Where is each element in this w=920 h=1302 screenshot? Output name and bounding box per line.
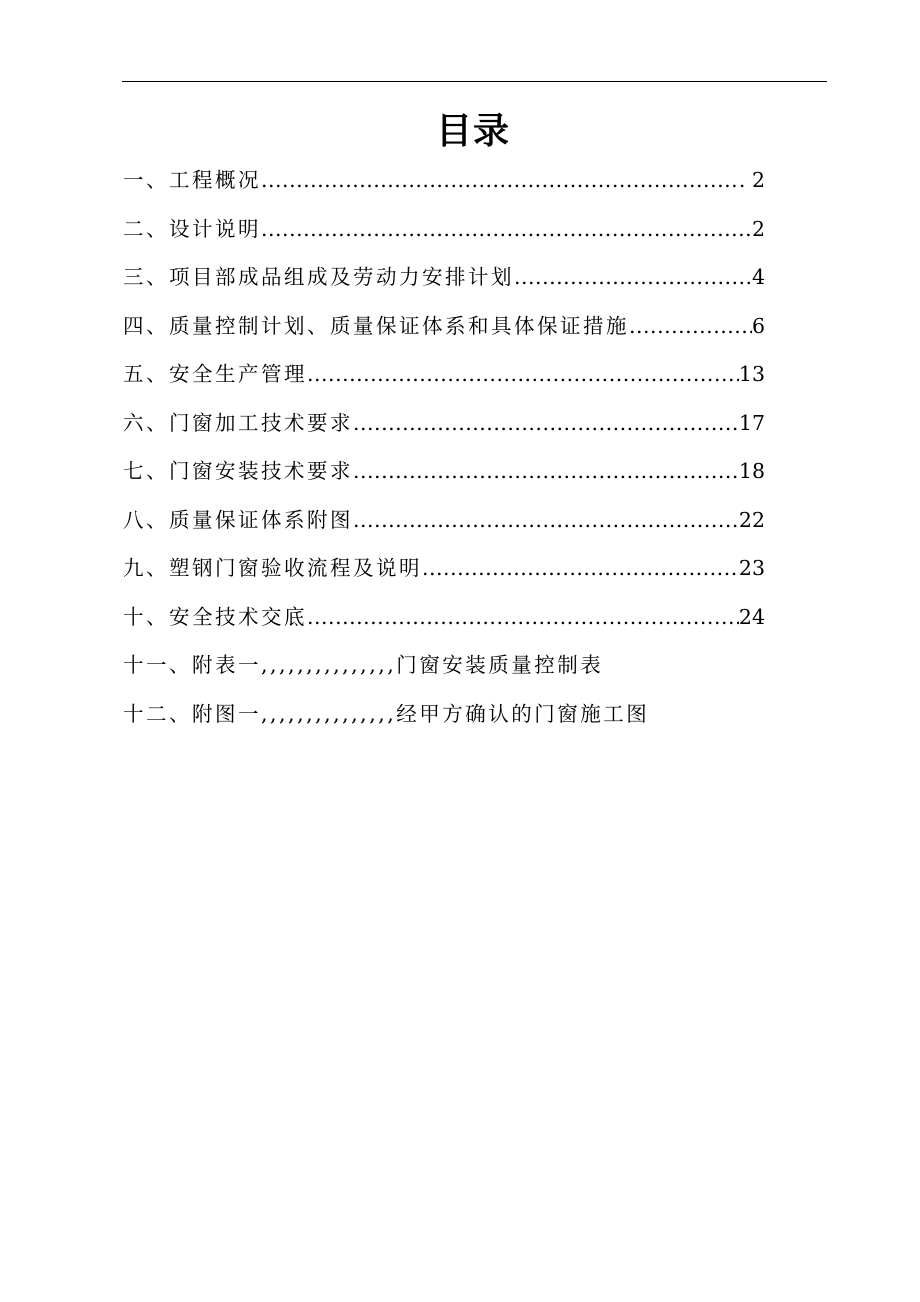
toc-entry-label: 十、安全技术交底 [123, 604, 307, 629]
toc-entry-page: 18 [738, 459, 765, 483]
toc-entry[interactable] [123, 593, 765, 642]
toc-entry-label: 一、工程概况 [123, 168, 261, 192]
toc-entry[interactable] [123, 302, 765, 351]
toc-entry-page: 2 [751, 216, 765, 241]
toc-leader [629, 302, 752, 351]
toc-appendix-entry[interactable] [123, 641, 765, 690]
toc-entry[interactable] [123, 447, 765, 496]
toc-title: 目录 [435, 111, 510, 152]
toc-entry-label: 八、质量保证体系附图 [123, 507, 353, 532]
toc-entry-page: 24 [738, 604, 765, 629]
toc-leader [514, 253, 752, 302]
toc-leader [261, 205, 752, 254]
toc-entry[interactable] [123, 350, 765, 399]
toc-entry-label: 三、项目部成品组成及劳动力安排计划 [123, 265, 514, 289]
toc-entry[interactable] [123, 205, 765, 254]
toc-entry[interactable] [123, 253, 765, 302]
toc-entry-label: 二、设计说明 [123, 216, 261, 241]
toc-entry-label: 五、安全生产管理 [123, 362, 307, 386]
toc-entry-page: 13 [738, 362, 765, 386]
toc-entry-label: 六、门窗加工技术要求 [123, 410, 353, 435]
toc-entry-label: 四、质量控制计划、质量保证体系和具体保证措施 [123, 313, 629, 338]
toc-leader [422, 544, 739, 593]
toc-appendix-text: 十一、附表一,,,,,,,,,,,,,,,门窗安装质量控制表 [123, 653, 604, 677]
toc-leader [353, 447, 739, 496]
table-of-contents [123, 156, 765, 738]
toc-appendix-entry[interactable] [123, 690, 765, 739]
toc-entry[interactable] [123, 544, 765, 593]
toc-entry-page: 6 [751, 313, 765, 338]
toc-leader [353, 496, 739, 545]
toc-entry-label: 七、门窗安装技术要求 [123, 459, 353, 483]
toc-leader [261, 156, 739, 205]
toc-leader [307, 593, 739, 642]
toc-entry-page: 17 [738, 410, 765, 435]
toc-entry[interactable] [123, 496, 765, 545]
toc-entry[interactable] [123, 156, 765, 205]
toc-leader [353, 399, 739, 448]
toc-appendix-text: 十二、附图一,,,,,,,,,,,,,,,经甲方确认的门窗施工图 [123, 701, 650, 726]
toc-entry-label: 九、塑钢门窗验收流程及说明 [123, 556, 422, 580]
toc-entry[interactable] [123, 399, 765, 448]
toc-entry-page: 22 [738, 507, 765, 532]
toc-entry-page: . 2 [738, 168, 765, 192]
toc-leader [307, 350, 739, 399]
toc-entry-page: 23 [738, 556, 765, 580]
toc-entry-page: 4 [751, 265, 765, 289]
header-rule [122, 81, 827, 82]
